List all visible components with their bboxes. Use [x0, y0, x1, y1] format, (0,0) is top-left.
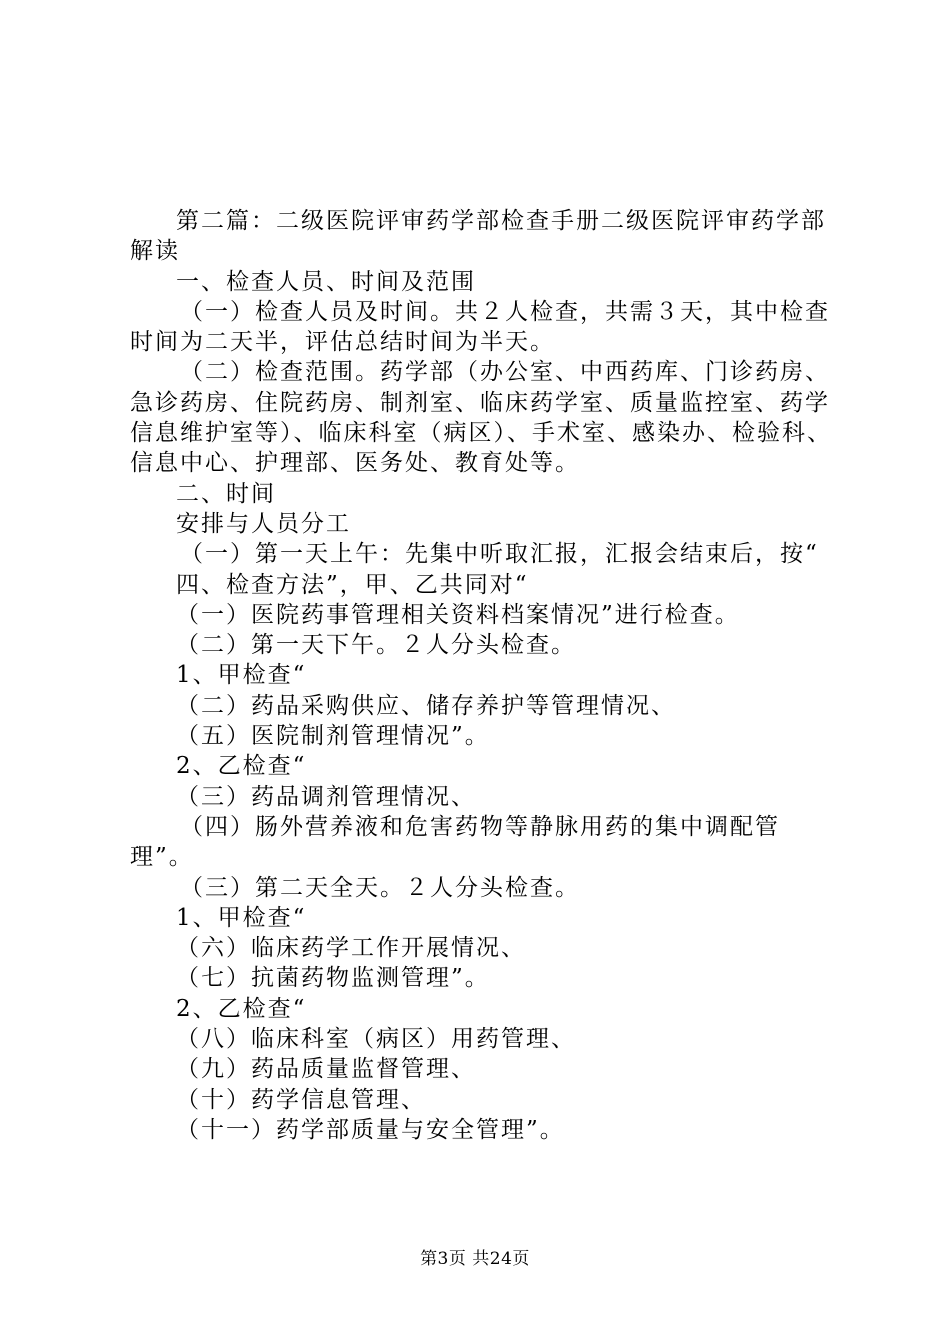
paragraph: （一）医院药事管理相关资料档案情况”进行检查。 — [176, 601, 740, 628]
paragraph: （二）检查范围。药学部（办公室、中西药库、门诊药房、急诊药房、住院药房、制剂室、临床药学室、质量监控室、药学信息维护室等）、临床科室（病区）、手术室、感染办、检验科、信息中心、护理部、医务处、教育处等。 — [130, 359, 832, 477]
paragraph: （一）第一天上午：先集中听取汇报，汇报会结束后，按“ — [180, 541, 819, 568]
paragraph: 2、乙检查“ — [176, 753, 307, 780]
paragraph: （十一）药学部质量与安全管理”。 — [176, 1116, 565, 1143]
page-number-footer: 第3页 共24页 — [420, 1249, 530, 1269]
paragraph: 2、乙检查“ — [176, 995, 307, 1022]
paragraph: （一）检查人员及时间。共２人检查，共需３天，其中检查时间为二天半，评估总结时间为半天。 — [130, 298, 830, 356]
paragraph: （七）抗菌药物监测管理”。 — [176, 965, 490, 992]
paragraph: （三）药品调剂管理情况、 — [176, 783, 476, 810]
paragraph: （五）医院制剂管理情况”。 — [176, 723, 490, 750]
paragraph: 安排与人员分工 — [176, 510, 351, 537]
paragraph: 四、检查方法”，甲、乙共同对“ — [176, 571, 529, 598]
paragraph: （二）药品采购供应、储存养护等管理情况、 — [176, 692, 676, 719]
section-heading: 二、时间 — [176, 480, 276, 507]
paragraph: （四）肠外营养液和危害药物等静脉用药的集中调配管理”。 — [130, 813, 780, 871]
section-heading: 一、检查人员、时间及范围 — [176, 268, 476, 295]
document-body — [130, 206, 834, 1145]
paragraph: 第二篇：二级医院评审药学部检查手册二级医院评审药学部解读 — [130, 208, 826, 265]
paragraph: （十）药学信息管理、 — [176, 1086, 426, 1113]
paragraph: （八）临床科室（病区）用药管理、 — [176, 1026, 576, 1053]
paragraph: （六）临床药学工作开展情况、 — [176, 935, 526, 962]
paragraph: （二）第一天下午。２人分头检查。 — [176, 632, 576, 659]
paragraph: 1、甲检查“ — [176, 904, 307, 931]
paragraph: （三）第二天全天。２人分头检查。 — [180, 874, 580, 901]
paragraph: （九）药品质量监督管理、 — [176, 1056, 476, 1083]
paragraph: 1、甲检查“ — [176, 662, 307, 689]
